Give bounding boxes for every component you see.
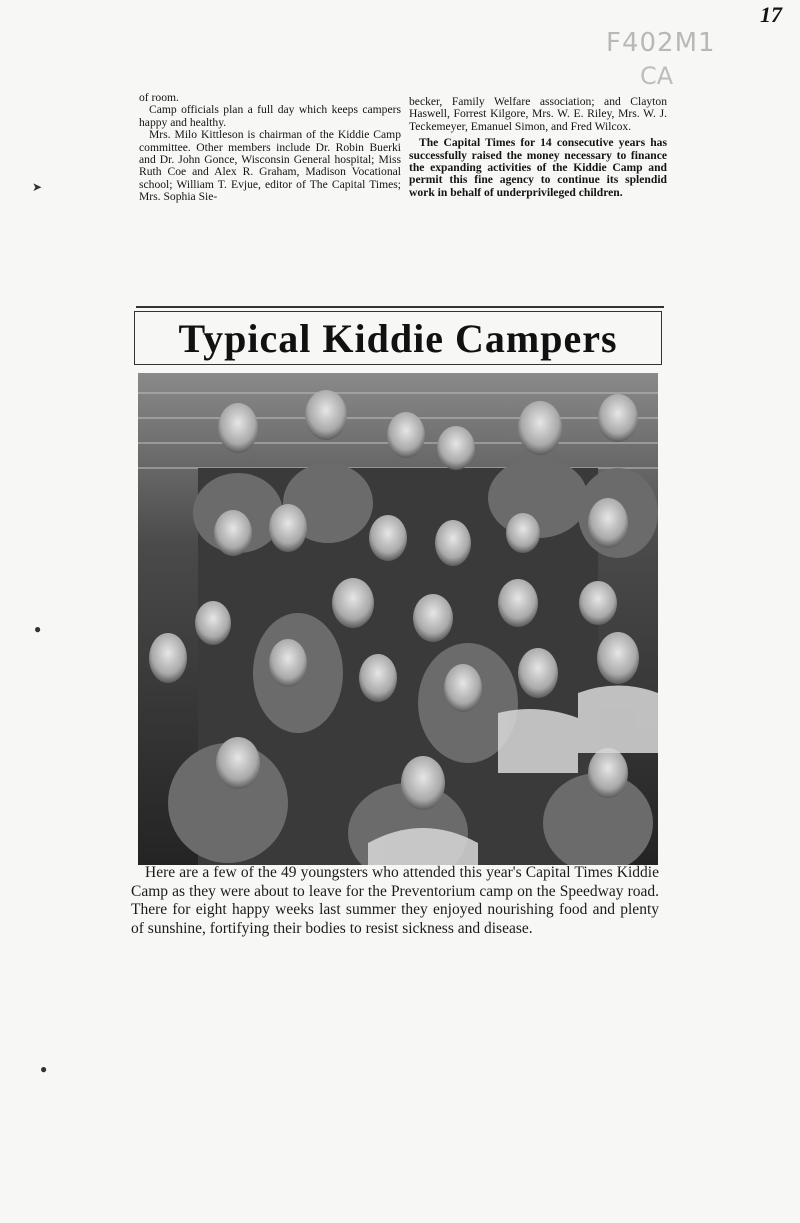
paragraph-bold: The Capital Times for 14 consecutive years has successfully raised the money necessary to finance the expanding activities of the Kiddie Camp and permit this fine agency to continue its splendid work in behalf of underprivileged children.: [409, 136, 667, 199]
margin-dot-mark-2: ●: [40, 1062, 48, 1076]
caption-text: Here are a few of the 49 youngsters who attended this year's Capital Times Kiddie Camp as they were about to leave for the Preventorium camp on the Speedway road. There for eight happy weeks last summer they enjoyed nourishing food and plenty of sunshine, fortifying their bodies to resist sickness and disease.: [131, 864, 659, 937]
paragraph: Mrs. Milo Kittleson is chairman of the Kiddie Camp committee. Other members include Dr. Robin Buerki and Dr. John Gonce, Wisconsin General hospital; Miss Ruth Coe and Alex R. Graham, Madison Vocational school; William T. Evjue, editor of The Capital Times; Mrs. Sophia Sie-: [139, 128, 401, 204]
group-photo: [138, 373, 658, 865]
photo-headline: Typical Kiddie Campers: [178, 315, 618, 361]
margin-dot-mark: ●: [34, 622, 42, 636]
headline-box: [134, 311, 662, 365]
photo-caption: [131, 864, 659, 938]
margin-arrow-mark: ➤: [32, 180, 43, 194]
archive-code-line2: CA: [640, 62, 674, 90]
article-right-column: [409, 96, 667, 199]
article-left-column: [139, 92, 401, 204]
page-number: 17: [760, 2, 782, 27]
divider-rule: [136, 306, 664, 308]
paragraph: Camp officials plan a full day which keeps campers happy and healthy.: [139, 103, 401, 129]
paragraph: becker, Family Welfare association; and Clayton Haswell, Forrest Kilgore, Mrs. W. E. Riley, Mrs. W. J. Teckemeyer, Emanuel Simon, and Fred Wilcox.: [409, 95, 667, 133]
paragraph: of room.: [139, 91, 179, 104]
archive-code: F402M1: [606, 28, 716, 58]
